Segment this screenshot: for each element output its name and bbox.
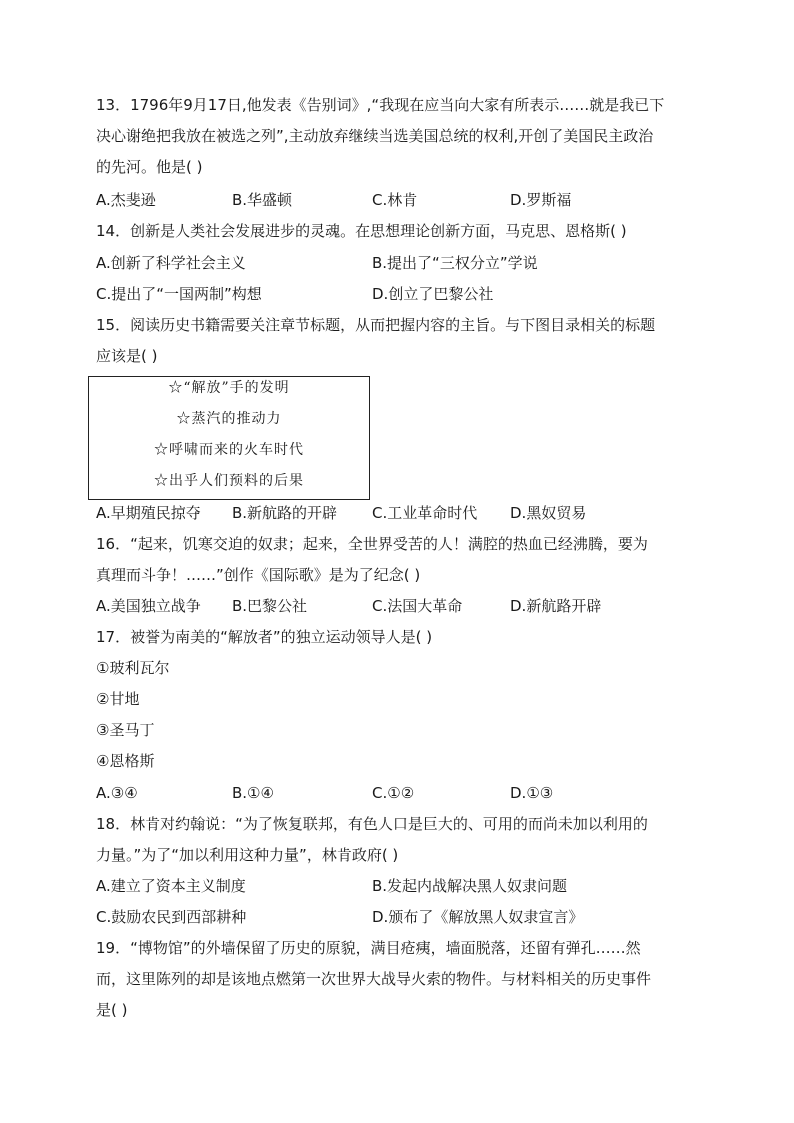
question-17-option-d: D.①③ — [510, 784, 554, 802]
question-18-option-a: A.建立了资本主义制度 — [96, 877, 246, 895]
toc-item-2: ☆蒸汽的推动力 — [176, 411, 282, 427]
question-17-option-b: B.①④ — [232, 784, 274, 802]
question-14-option-c: C.提出了“一国两制”构想 — [96, 285, 262, 303]
question-18-option-d: D.颁布了《解放黑人奴隶宣言》 — [372, 908, 584, 926]
question-15-option-c: C.工业革命时代 — [372, 504, 478, 522]
question-18-option-c: C.鼓励农民到西部耕种 — [96, 908, 247, 926]
table-of-contents-box — [88, 376, 370, 500]
question-14-option-d: D.创立了巴黎公社 — [372, 285, 494, 303]
question-18-line-1: 18．林肯对约翰说：“为了恢复联邦，有色人口是巨大的、可用的而尚未加以利用的 — [96, 815, 648, 833]
toc-item-3: ☆呼啸而来的火车时代 — [154, 442, 304, 458]
question-17-item-4: ④恩格斯 — [96, 752, 155, 770]
question-19-line-3: 是( ) — [96, 1001, 128, 1019]
question-15-line-1: 15．阅读历史书籍需要关注章节标题，从而把握内容的主旨。与下图目录相关的标题 — [96, 316, 656, 334]
question-18-line-2: 力量。”为了“加以利用这种力量”，林肯政府( ) — [96, 846, 399, 864]
question-17-option-a: A.③④ — [96, 784, 138, 802]
question-15-option-b: B.新航路的开辟 — [232, 504, 338, 522]
question-13-option-d: D.罗斯福 — [510, 191, 572, 209]
question-17-item-3: ③圣马丁 — [96, 721, 155, 739]
question-13-option-b: B.华盛顿 — [232, 191, 293, 209]
question-18-option-b: B.发起内战解决黑人奴隶问题 — [372, 877, 568, 895]
question-15-line-2: 应该是( ) — [96, 347, 158, 365]
question-16-line-1: 16．“起来，饥寒交迫的奴隶；起来，全世界受苦的人！满腔的热血已经沸腾，要为 — [96, 535, 648, 553]
question-19-line-2: 而，这里陈列的却是该地点燃第一次世界大战导火索的物件。与材料相关的历史事件 — [96, 970, 652, 988]
question-13-line-3: 的先河。他是( ) — [96, 158, 203, 176]
question-15-option-a: A.早期殖民掠夺 — [96, 504, 201, 522]
question-19-line-1: 19．“博物馆”的外墙保留了历史的原貌，满目疮痍，墙面脱落，还留有弹孔……然 — [96, 939, 641, 957]
question-16-option-b: B.巴黎公社 — [232, 597, 308, 615]
question-14-option-b: B.提出了“三权分立”学说 — [372, 254, 538, 272]
question-17-item-1: ①玻利瓦尔 — [96, 659, 170, 677]
question-13-line-1: 13．1796年9月17日,他发表《告别词》,“我现在应当向大家有所表示……就是我已下 — [96, 96, 665, 114]
question-14-line-1: 14．创新是人类社会发展进步的灵魂。在思想理论创新方面，马克思、恩格斯( ) — [96, 222, 627, 240]
question-13-option-a: A.杰斐逊 — [96, 191, 156, 209]
question-14-option-a: A.创新了科学社会主义 — [96, 254, 246, 272]
question-15-option-d: D.黑奴贸易 — [510, 504, 587, 522]
question-13-line-2: 决心谢绝把我放在被选之列”,主动放弃继续当选美国总统的权利,开创了美国民主政治 — [96, 127, 654, 145]
question-17-line-1: 17．被誉为南美的“解放者”的独立运动领导人是( ) — [96, 628, 433, 646]
question-17-option-c: C.①② — [372, 784, 415, 802]
question-13-option-c: C.林肯 — [372, 191, 418, 209]
question-16-option-a: A.美国独立战争 — [96, 597, 201, 615]
question-16-line-2: 真理而斗争！……”创作《国际歌》是为了纪念( ) — [96, 566, 421, 584]
question-16-option-c: C.法国大革命 — [372, 597, 463, 615]
toc-item-1: ☆“解放”手的发明 — [168, 380, 290, 396]
question-16-option-d: D.新航路开辟 — [510, 597, 602, 615]
toc-item-4: ☆出乎人们预料的后果 — [154, 473, 304, 489]
question-17-item-2: ②甘地 — [96, 690, 140, 708]
